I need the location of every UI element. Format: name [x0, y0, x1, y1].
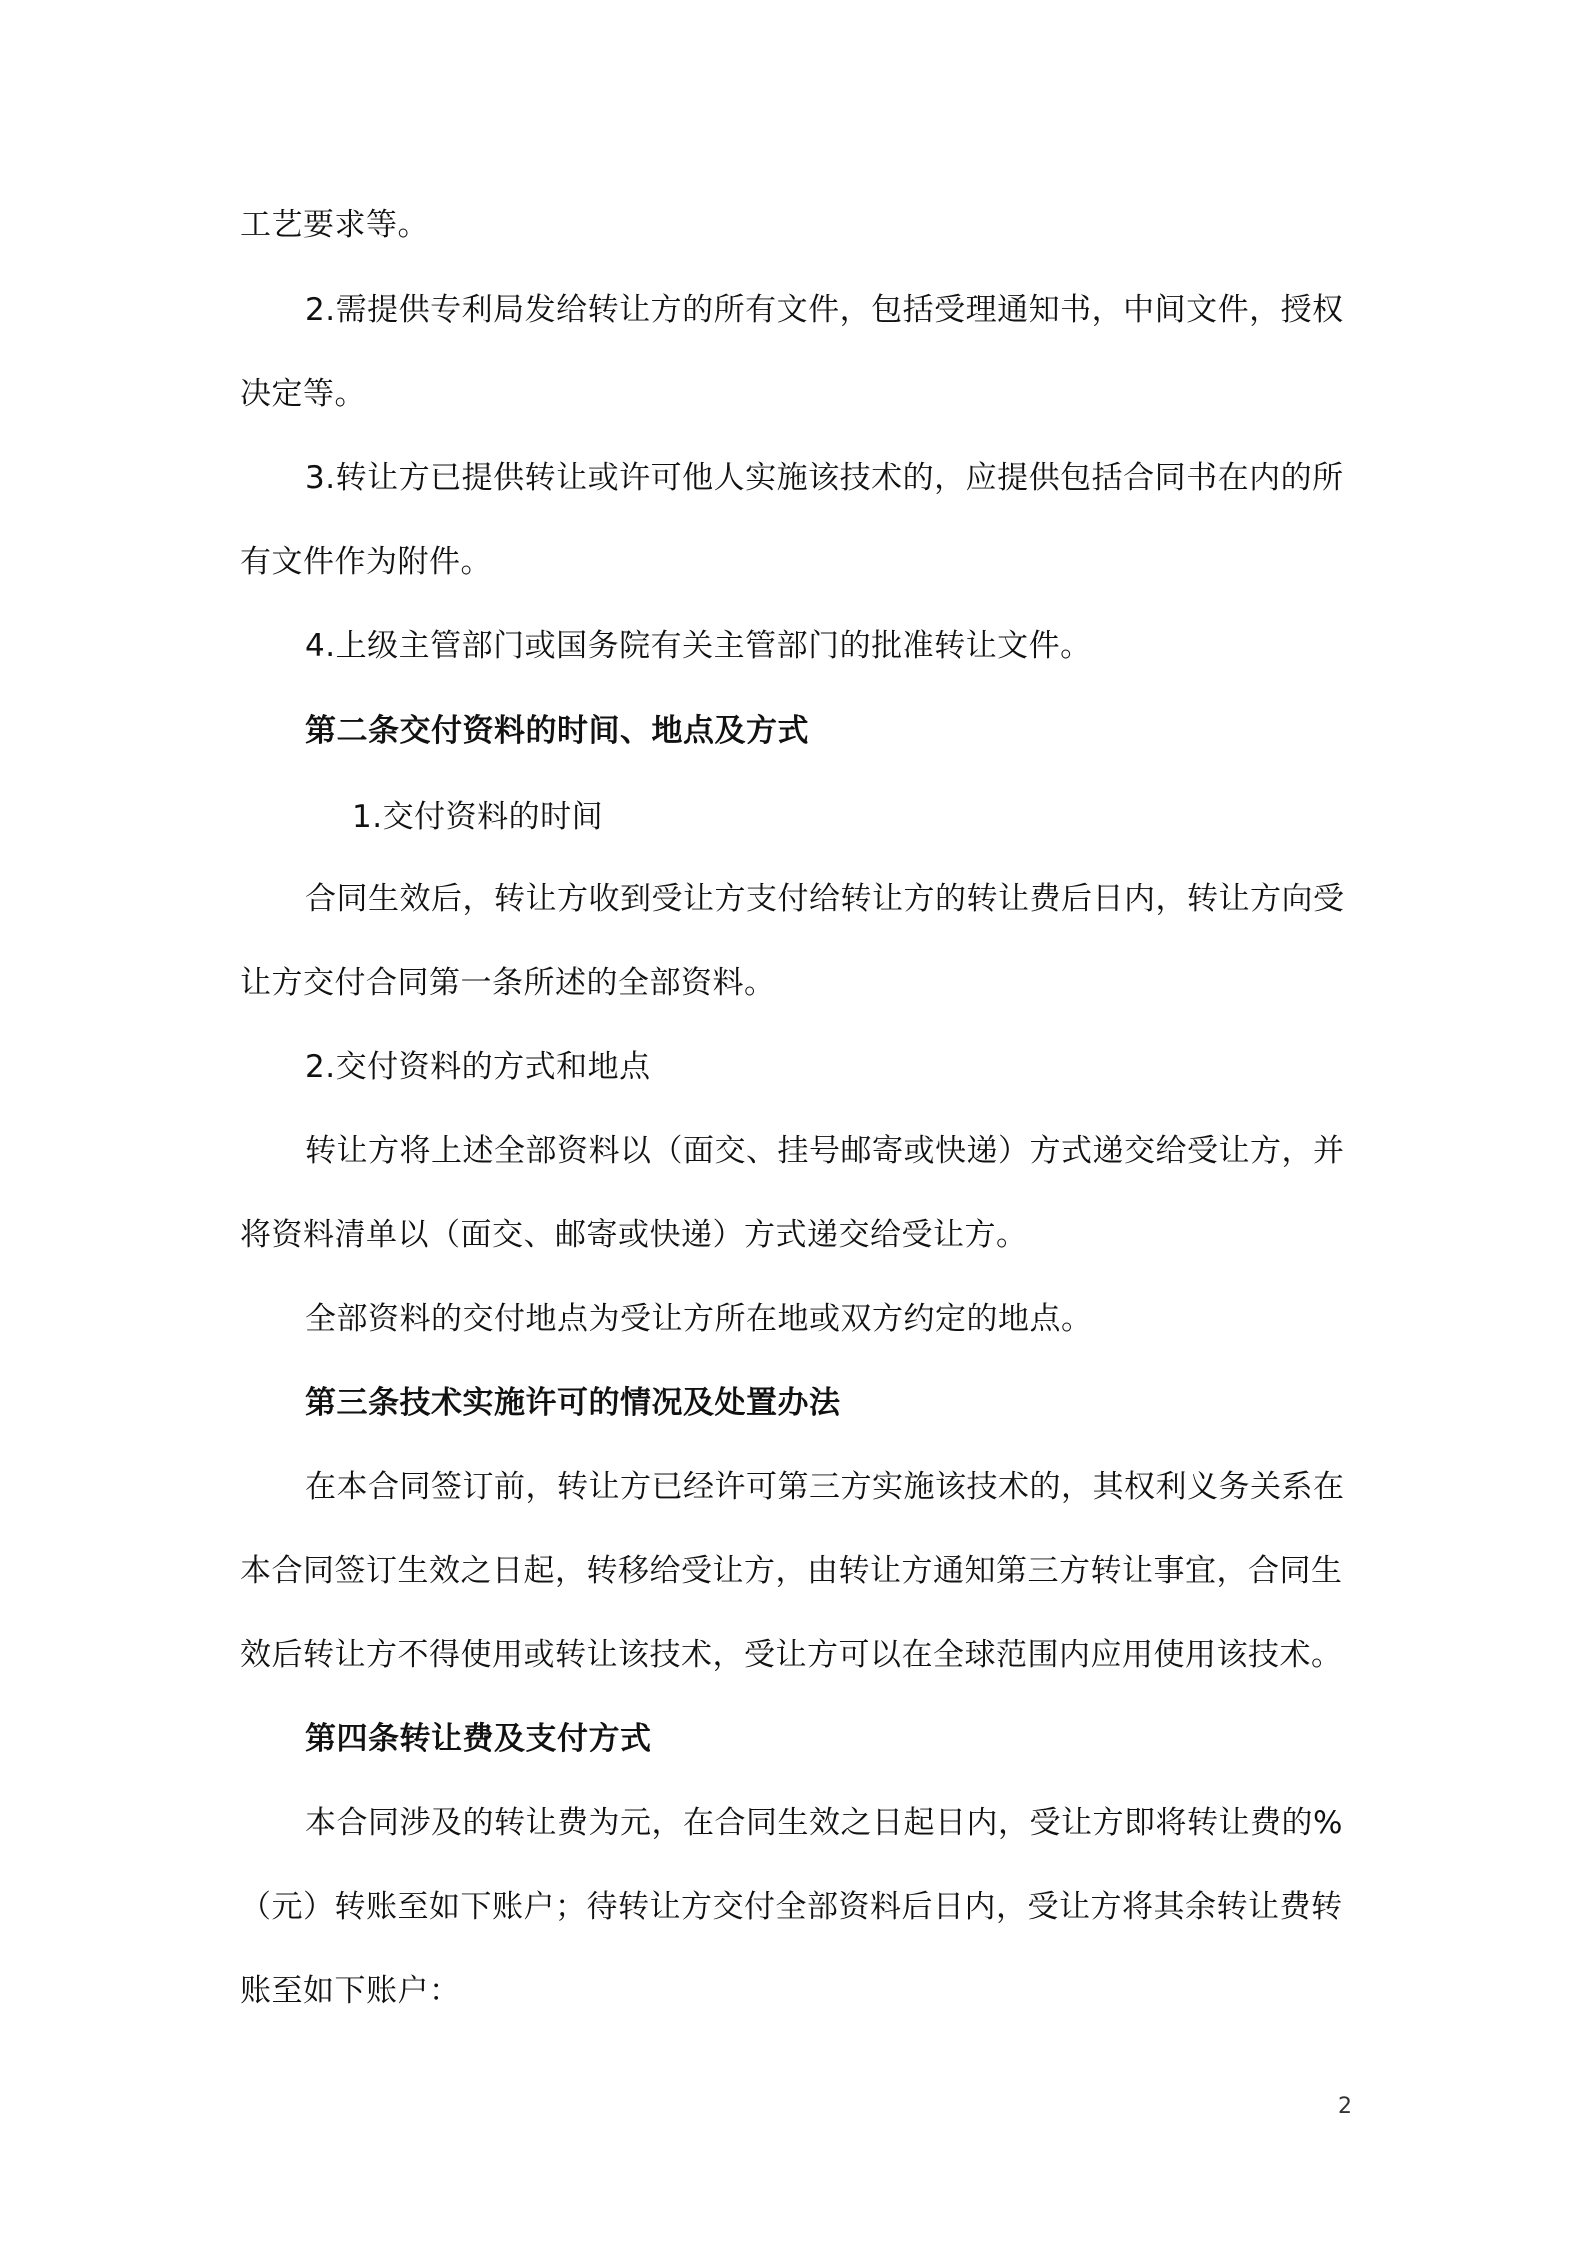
text-line: 全部资料的交付地点为受让方所在地或双方约定的地点。 — [305, 1301, 1093, 1337]
text-line: 合同生效后，转让方收到受让方支付给转让方的转让费后日内，转让方向受 — [305, 881, 1345, 917]
section-heading: 第二条交付资料的时间、地点及方式 — [305, 713, 809, 749]
text-line: 效后转让方不得使用或转让该技术，受让方可以在全球范围内应用使用该技术。 — [240, 1637, 1343, 1673]
text-line: 4.上级主管部门或国务院有关主管部门的批准转让文件。 — [305, 628, 1092, 664]
text-line: 将资料清单以（面交、邮寄或快递）方式递交给受让方。 — [240, 1217, 1028, 1253]
text-line: 工艺要求等。 — [240, 207, 429, 243]
text-line: 在本合同签订前，转让方已经许可第三方实施该技术的，其权利义务关系在 — [305, 1469, 1345, 1505]
text-line: （元）转账至如下账户；待转让方交付全部资料后日内，受让方将其余转让费转 — [240, 1889, 1343, 1925]
text-line: 本合同涉及的转让费为元，在合同生效之日起日内，受让方即将转让费的% — [305, 1805, 1343, 1841]
text-line: 3.转让方已提供转让或许可他人实施该技术的，应提供包括合同书在内的所 — [305, 460, 1344, 496]
section-heading: 第三条技术实施许可的情况及处置办法 — [305, 1385, 841, 1421]
text-line: 账至如下账户： — [240, 1973, 461, 2009]
subheading: 1.交付资料的时间 — [352, 799, 604, 835]
page-number: 2 — [1338, 2094, 1352, 2119]
section-heading: 第四条转让费及支付方式 — [305, 1721, 652, 1757]
text-line: 2.需提供专利局发给转让方的所有文件，包括受理通知书，中间文件，授权 — [305, 292, 1344, 328]
text-line: 决定等。 — [240, 376, 366, 412]
text-line: 本合同签订生效之日起，转移给受让方，由转让方通知第三方转让事宜，合同生 — [240, 1553, 1343, 1589]
subheading: 2.交付资料的方式和地点 — [305, 1049, 651, 1085]
text-line: 让方交付合同第一条所述的全部资料。 — [240, 965, 776, 1001]
text-line: 有文件作为附件。 — [240, 544, 492, 580]
text-line: 转让方将上述全部资料以（面交、挂号邮寄或快递）方式递交给受让方，并 — [305, 1133, 1345, 1169]
